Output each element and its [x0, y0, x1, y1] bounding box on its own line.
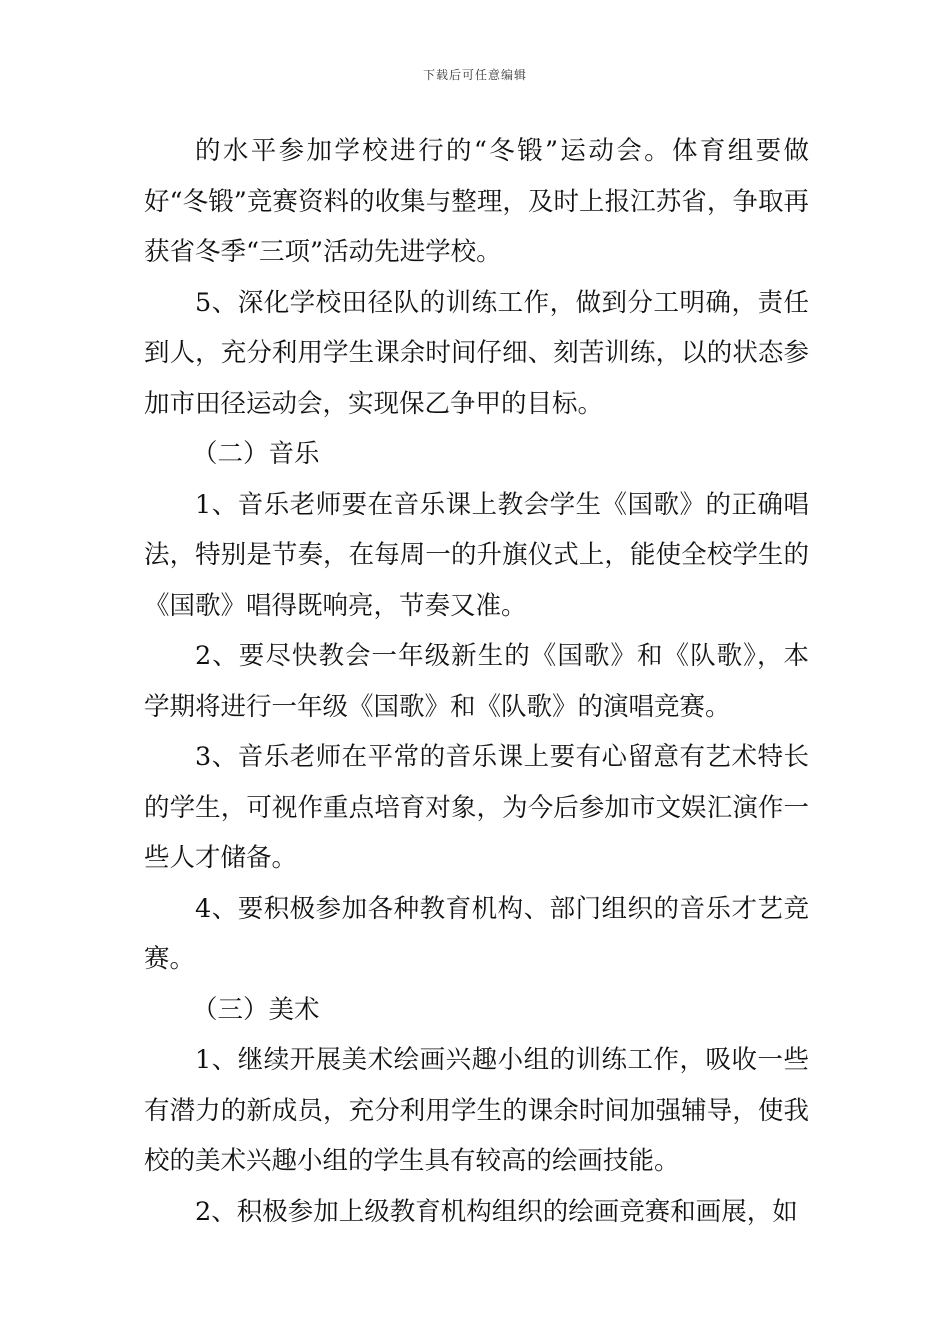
section-heading-art: （三）美术 [192, 994, 320, 1025]
page-header: 下载后可任意编辑 [422, 68, 527, 82]
paragraph-music-3: 3、音乐老师在平常的音乐课上要有心留意有艺术特长的学生，可视作重点培育对象，为今后参加市文娱汇演作一些人才储备。 [144, 742, 809, 873]
paragraph-music-2: 2、要尽快教会一年级新生的《国歌》和《队歌》，本学期将进行一年级《国歌》和《队歌》的演唱竞赛。 [144, 641, 809, 722]
paragraph-1: 的水平参加学校进行的“冬锻”运动会。体育组要做好“冬锻”竞赛资料的收集与整理，及时上报江苏省，争取再获省冬季“三项”活动先进学校。 [144, 136, 809, 267]
paragraph-art-2: 2、积极参加上级教育机构组织的绘画竞赛和画展，如 [195, 1196, 798, 1227]
paragraph-music-1: 1、音乐老师要在音乐课上教会学生《国歌》的正确唱法，特别是节奏，在每周一的升旗仪式上，能使全校学生的《国歌》唱得既响亮，节奏又准。 [144, 489, 809, 621]
document-body [144, 126, 809, 1237]
section-heading-music: （二）音乐 [192, 439, 320, 469]
paragraph-art-1: 1、继续开展美术绘画兴趣小组的训练工作，吸收一些有潜力的新成员，充分利用学生的课余时间加强辅导，使我校的美术兴趣小组的学生具有较高的绘画技能。 [144, 1045, 809, 1176]
paragraph-music-4: 4、要积极参加各种教育机构、部门组织的音乐才艺竞赛。 [144, 893, 809, 974]
paragraph-2: 5、深化学校田径队的训练工作，做到分工明确，责任到人，充分利用学生课余时间仔细、刻苦训练，以的状态参加市田径运动会，实现保乙争甲的目标。 [144, 287, 809, 419]
